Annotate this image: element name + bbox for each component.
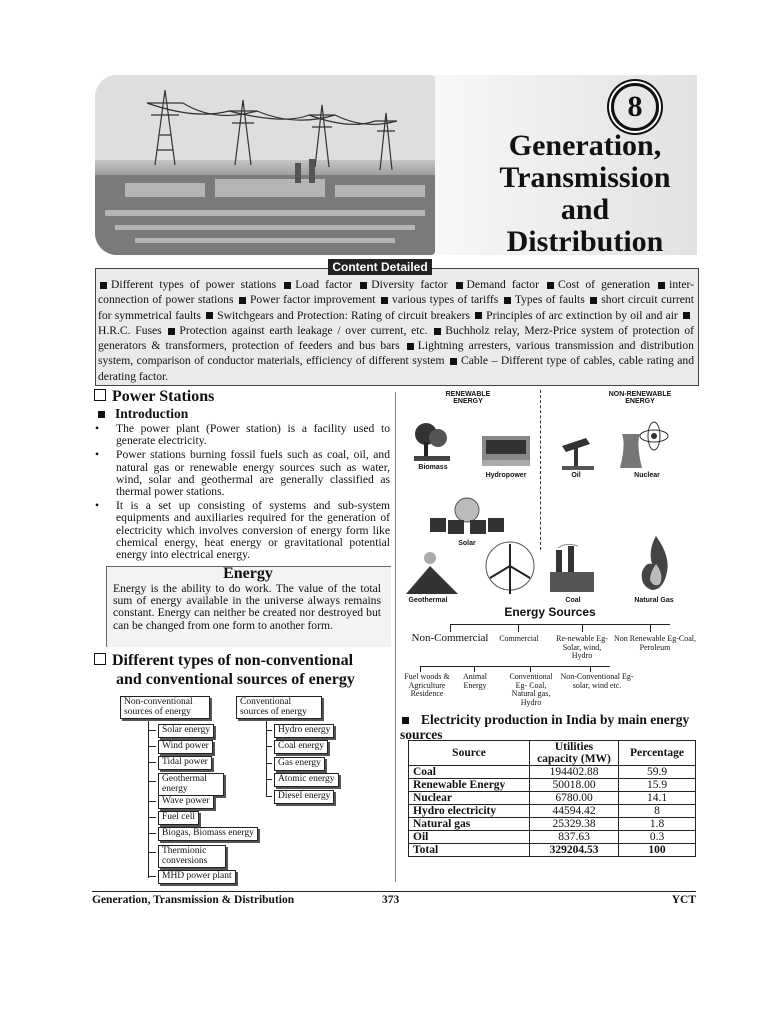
page-footer <box>92 891 696 906</box>
tree-fuel-woods: Fuel woods & Agriculture Residence <box>404 672 450 698</box>
non-conventional-item: Wave power <box>158 795 214 809</box>
chapter-title-line: Transmission <box>499 161 671 194</box>
bullet-square-icon <box>456 282 463 289</box>
biomass-icon <box>412 420 452 464</box>
table-row: Nuclear 6780.00 14.1 <box>409 792 696 805</box>
topic-item: inter-connection of power stations <box>98 278 694 307</box>
tree-conventional: Conventional Eg- Coal, Natural gas, Hydro <box>509 672 553 707</box>
topic-item: Power factor improvement <box>249 293 376 307</box>
list-item: • Power stations burning fossil fuels such as coal, oil, and natural gas or renewable energy sources such as water, wind, solar and geothermal are generally classified as thermal power stations. <box>92 449 390 498</box>
topic-item: Switchgears and Protection: Rating of circuit breakers <box>217 308 470 322</box>
topic-item: H.R.C. Fuses <box>98 323 162 337</box>
table-row: Oil 837.63 0.3 <box>409 831 696 844</box>
non-conventional-item: MHD power plant <box>158 870 236 884</box>
sources-heading: Different types of non-conventional and conventional sources of energy <box>94 651 394 689</box>
geothermal-icon <box>404 548 460 596</box>
footer-publisher: YCT <box>671 894 696 906</box>
icon-label: Nuclear <box>634 472 660 479</box>
conventional-item: Coal energy <box>274 740 328 754</box>
bullet-square-icon <box>206 312 213 319</box>
icon-label: Oil <box>571 472 581 479</box>
list-item: • The power plant (Power station) is a facility used to generate electricity. <box>92 423 390 447</box>
bullet-square-icon <box>360 282 367 289</box>
topic-item: Principles of arc extinction by oil and air <box>486 308 678 322</box>
chapter-title-line: Distribution <box>506 225 664 258</box>
list-item: • It is a set up consisting of systems and sub-system equipments and auxiliaries required for the generation of electricity which involves conversion of energy form like chemical energy, heat energy or gravitational potential energy into electrical energy. <box>92 500 390 561</box>
bullet-square-icon <box>683 312 690 319</box>
topic-item: Load factor <box>295 278 353 291</box>
non-conventional-item: Fuel cell <box>158 811 199 825</box>
figure-dashed-divider <box>540 390 541 550</box>
renewable-header: RENEWABLE ENERGY <box>445 391 491 405</box>
table-header-row <box>409 741 696 766</box>
energy-definition: Energy is the ability to do work. The value of the total sum of energy available in the universe always remains constant. Energy can neither be created nor destroyed but can be changed from one form to another form. <box>113 582 381 632</box>
page-number: 373 <box>382 894 400 906</box>
conventional-header: Conventional sources of energy <box>236 696 322 719</box>
energy-classification-tree <box>400 620 700 707</box>
tree-animal-energy: Animal Energy <box>463 672 487 690</box>
icon-label: Geothermal <box>408 597 448 604</box>
topic-item: Buchholz relay, Merz-Price system of protection of generators & transformers, protection of feeders and bus bars <box>98 323 694 353</box>
topic-item: short circuit current for symmetrical faults <box>98 293 694 322</box>
non-conventional-item: Thermionic conversions <box>158 845 226 868</box>
table-total-row: Total 329204.53 100 <box>409 844 696 857</box>
conventional-item: Diesel energy <box>274 790 334 804</box>
conventional-item: Hydro energy <box>274 724 334 738</box>
column-header: Percentage <box>619 741 696 766</box>
column-header: Utilities capacity (MW) <box>530 741 619 766</box>
non-renewable-header: NON-RENEWABLE ENERGY <box>608 391 672 405</box>
chapter-title-line: Generation, <box>508 129 662 162</box>
non-conventional-item: Wind power <box>158 740 213 754</box>
bullet-square-icon <box>100 282 107 289</box>
non-conventional-item: Biogas, Biomass energy <box>158 827 258 841</box>
topic-item: Cable – Different type of cables, cable rating and derating factor. <box>98 354 695 383</box>
non-conventional-item: Tidal power <box>158 756 212 770</box>
tree-non-renewable: Non Renewable Eg-Coal, Peroleum <box>614 634 696 652</box>
power-stations-heading: Power Stations <box>94 388 214 406</box>
content-detailed-label: Content Detailed <box>328 259 432 275</box>
topic-item: Different types of power stations <box>111 278 277 291</box>
bullet-square-icon <box>434 328 441 335</box>
topic-item: Types of faults <box>514 293 585 307</box>
table-row: Natural gas 25329.38 1.8 <box>409 818 696 831</box>
topic-item: Protection against earth leakage / over current, etc. <box>179 323 428 337</box>
natural-gas-flame-icon <box>636 534 676 594</box>
chapter-number-badge: 8 <box>611 83 659 131</box>
topic-item: Demand factor <box>466 278 539 291</box>
topic-item: various types of tariffs <box>392 293 499 307</box>
icon-label: Biomass <box>418 464 448 471</box>
icon-label: Coal <box>565 597 581 604</box>
bullet-square-icon <box>504 297 511 304</box>
energy-sources-caption: Energy Sources <box>504 605 596 619</box>
tree-renewable: Re-newable Eg- Solar, wind, Hydro <box>556 634 608 660</box>
content-detailed-text <box>98 277 694 384</box>
bullet-square-icon <box>547 282 554 289</box>
energy-heading: Energy <box>223 565 273 582</box>
table-row: Renewable Energy 50018.00 15.9 <box>409 779 696 792</box>
column-header: Source <box>409 741 530 766</box>
production-heading: Electricity production in India by main energy sources <box>400 712 690 742</box>
icon-label: Hydropower <box>485 472 527 479</box>
table-row: Coal 194402.88 59.9 <box>409 766 696 779</box>
bullet-square-icon <box>658 282 665 289</box>
tree-non-commercial: Non-Commercial <box>411 632 489 644</box>
chapter-title-line: and <box>560 193 610 226</box>
introduction-bullets <box>92 423 390 561</box>
bullet-square-icon <box>98 411 105 418</box>
bullet-square-icon <box>284 282 291 289</box>
non-conventional-item: Solar energy <box>158 724 214 738</box>
non-conventional-header: Non-conventional sources of energy <box>120 696 210 719</box>
topic-item: Diversity factor <box>371 278 448 291</box>
production-table <box>408 740 696 857</box>
coal-plant-icon <box>548 544 598 594</box>
bullet-square-icon <box>168 328 175 335</box>
header-photo-transmission-towers <box>95 75 435 255</box>
topic-item: Lightning arresters, various transmission and distribution system, comparison of conductor materials, efficiency of different system <box>98 339 694 368</box>
bullet-square-icon <box>402 717 409 724</box>
bullet-square-icon <box>590 297 597 304</box>
topic-item: Cost of generation <box>558 278 651 291</box>
icon-label: Natural Gas <box>634 597 674 604</box>
icon-label: Solar <box>458 540 476 547</box>
conventional-item: Gas energy <box>274 757 325 771</box>
tree-non-conventional: Non-Conventional Eg- solar, wind etc. <box>560 672 634 690</box>
bullet-square-icon <box>407 343 414 350</box>
chapter-title <box>470 130 700 258</box>
introduction-heading: Introduction <box>96 406 188 422</box>
wind-turbine-icon <box>482 540 538 596</box>
hydropower-icon <box>480 430 532 470</box>
solar-icon <box>428 496 506 540</box>
tree-commercial: Commercial <box>499 634 539 643</box>
checkbox-square-icon <box>94 653 106 665</box>
sources-diagram <box>118 696 398 886</box>
non-conventional-item: Geothermal energy <box>158 773 224 796</box>
nuclear-icon <box>614 414 670 470</box>
conventional-item: Atomic energy <box>274 773 339 787</box>
bullet-square-icon <box>239 297 246 304</box>
bullet-square-icon <box>381 297 388 304</box>
checkbox-square-icon <box>94 389 106 401</box>
footer-chapter-title: Generation, Transmission & Distribution <box>92 894 295 906</box>
bullet-square-icon <box>450 358 457 365</box>
table-row: Hydro electricity 44594.42 8 <box>409 805 696 818</box>
bullet-square-icon <box>475 312 482 319</box>
oil-pump-icon <box>558 434 598 472</box>
